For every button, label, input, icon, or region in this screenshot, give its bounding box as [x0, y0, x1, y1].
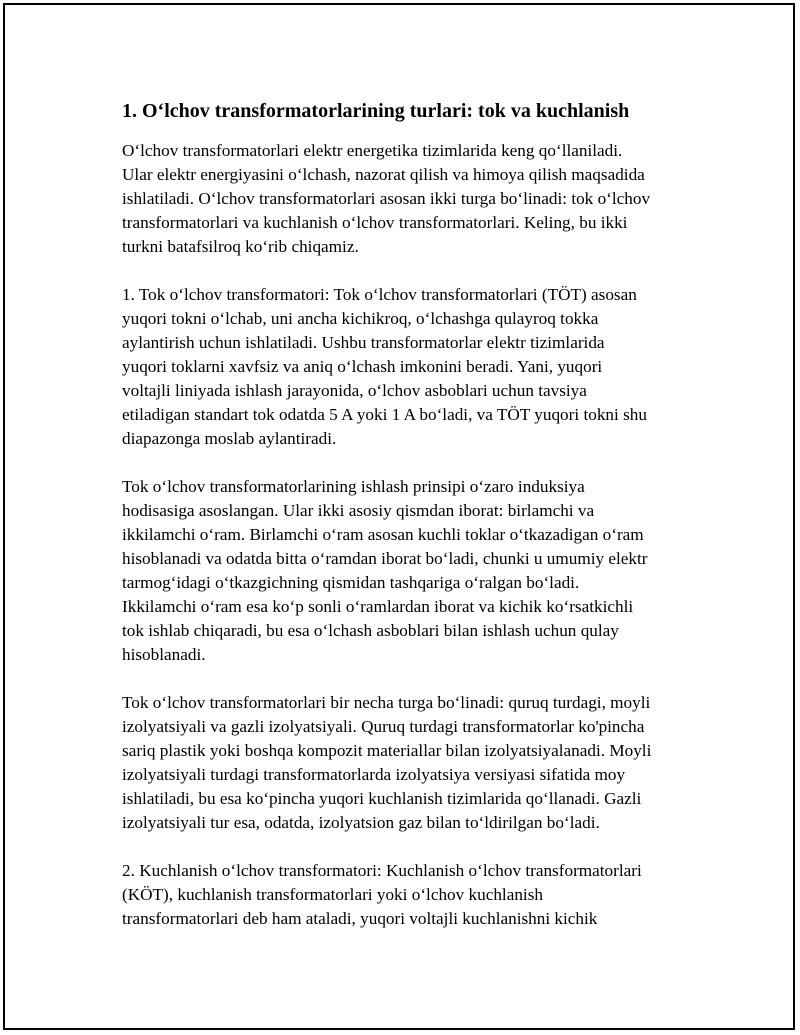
paragraph-types — [122, 691, 702, 835]
text-line: diapazonga moslab aylantiradi. — [122, 429, 337, 448]
text-line: Tok o‘lchov transformatorlarining ishlash prinsipi o‘zaro induksiya — [122, 477, 585, 496]
text-line: hisoblanadi. — [122, 645, 206, 664]
text-line: aylantirish uchun ishlatiladi. Ushbu transformatorlar elektr tizimlarida — [122, 333, 605, 352]
text-line: voltajli liniyada ishlash jarayonida, o‘lchov asboblari uchun tavsiya — [122, 381, 587, 400]
text-line: transformatorlari va kuchlanish o‘lchov transformatorlari. Keling, bu ikki — [122, 213, 628, 232]
document-title: 1. O‘lchov transformatorlarining turlari: tok va kuchlanish — [122, 100, 630, 122]
text-line: izolyatsiyali tur esa, odatda, izolyatsion gaz bilan to‘ldirilgan bo‘ladi. — [122, 813, 600, 832]
text-line: Tok o‘lchov transformatorlari bir necha turga bo‘linadi: quruq turdagi, moyli — [122, 693, 651, 712]
paragraph-current-transformer — [122, 283, 702, 451]
paragraph-voltage-transformer — [122, 859, 702, 931]
text-line: sariq plastik yoki boshqa kompozit materiallar bilan izolyatsiyalanadi. Moyli — [122, 741, 652, 760]
text-line: tok ishlab chiqaradi, bu esa o‘lchash asboblari bilan ishlash uchun qulay — [122, 621, 619, 640]
text-line: ikkilamchi o‘ram. Birlamchi o‘ram asosan kuchli toklar o‘tkazadigan o‘ram — [122, 525, 644, 544]
text-line: izolyatsiyali va gazli izolyatsiyali. Quruq turdagi transformatorlar ko'pincha — [122, 717, 645, 736]
text-line: 1. Tok o‘lchov transformatori: Tok o‘lchov transformatorlari (TÖT) asosan — [122, 285, 637, 304]
page-frame — [3, 3, 795, 1030]
text-line: ishlatiladi, bu esa ko‘pincha yuqori kuchlanish tizimlarida qo‘llanadi. Gazli — [122, 789, 642, 808]
text-line: yuqori tokni o‘lchab, uni ancha kichikroq, o‘lchashga qulayroq tokka — [122, 309, 599, 328]
text-line: etiladigan standart tok odatda 5 A yoki 1 A bo‘ladi, va TÖT yuqori tokni shu — [122, 405, 647, 424]
text-line: 2. Kuchlanish o‘lchov transformatori: Kuchlanish o‘lchov transformatorlari — [122, 861, 642, 880]
text-line: ishlatiladi. O‘lchov transformatorlari asosan ikki turga bo‘linadi: tok o‘lchov — [122, 189, 651, 208]
text-line: Ikkilamchi o‘ram esa ko‘p sonli o‘ramlardan iborat va kichik ko‘rsatkichli — [122, 597, 634, 616]
document-body — [122, 97, 702, 955]
text-line: (KÖT), kuchlanish transformatorlari yoki o‘lchov kuchlanish — [122, 885, 543, 904]
text-line: hisoblanadi va odatda bitta o‘ramdan iborat bo‘ladi, chunki u umumiy elektr — [122, 549, 648, 568]
text-line: Ular elektr energiyasini o‘lchash, nazorat qilish va himoya qilish maqsadida — [122, 165, 645, 184]
text-line: turkni batafsilroq ko‘rib chiqamiz. — [122, 237, 359, 256]
text-line: tarmog‘idagi o‘tkazgichning qismidan tashqariga o‘ralgan bo‘ladi. — [122, 573, 580, 592]
paragraph-intro — [122, 139, 702, 259]
text-line: izolyatsiyali turdagi transformatorlarda izolyatsiya versiyasi sifatida moy — [122, 765, 626, 784]
text-line: transformatorlari deb ham ataladi, yuqori voltajli kuchlanishni kichik — [122, 909, 598, 928]
paragraph-working-principle — [122, 475, 702, 667]
text-line: hodisasiga asoslangan. Ular ikki asosiy qismdan iborat: birlamchi va — [122, 501, 595, 520]
text-line: O‘lchov transformatorlari elektr energetika tizimlarida keng qo‘llaniladi. — [122, 141, 623, 160]
text-line: yuqori toklarni xavfsiz va aniq o‘lchash imkonini beradi. Yani, yuqori — [122, 357, 603, 376]
